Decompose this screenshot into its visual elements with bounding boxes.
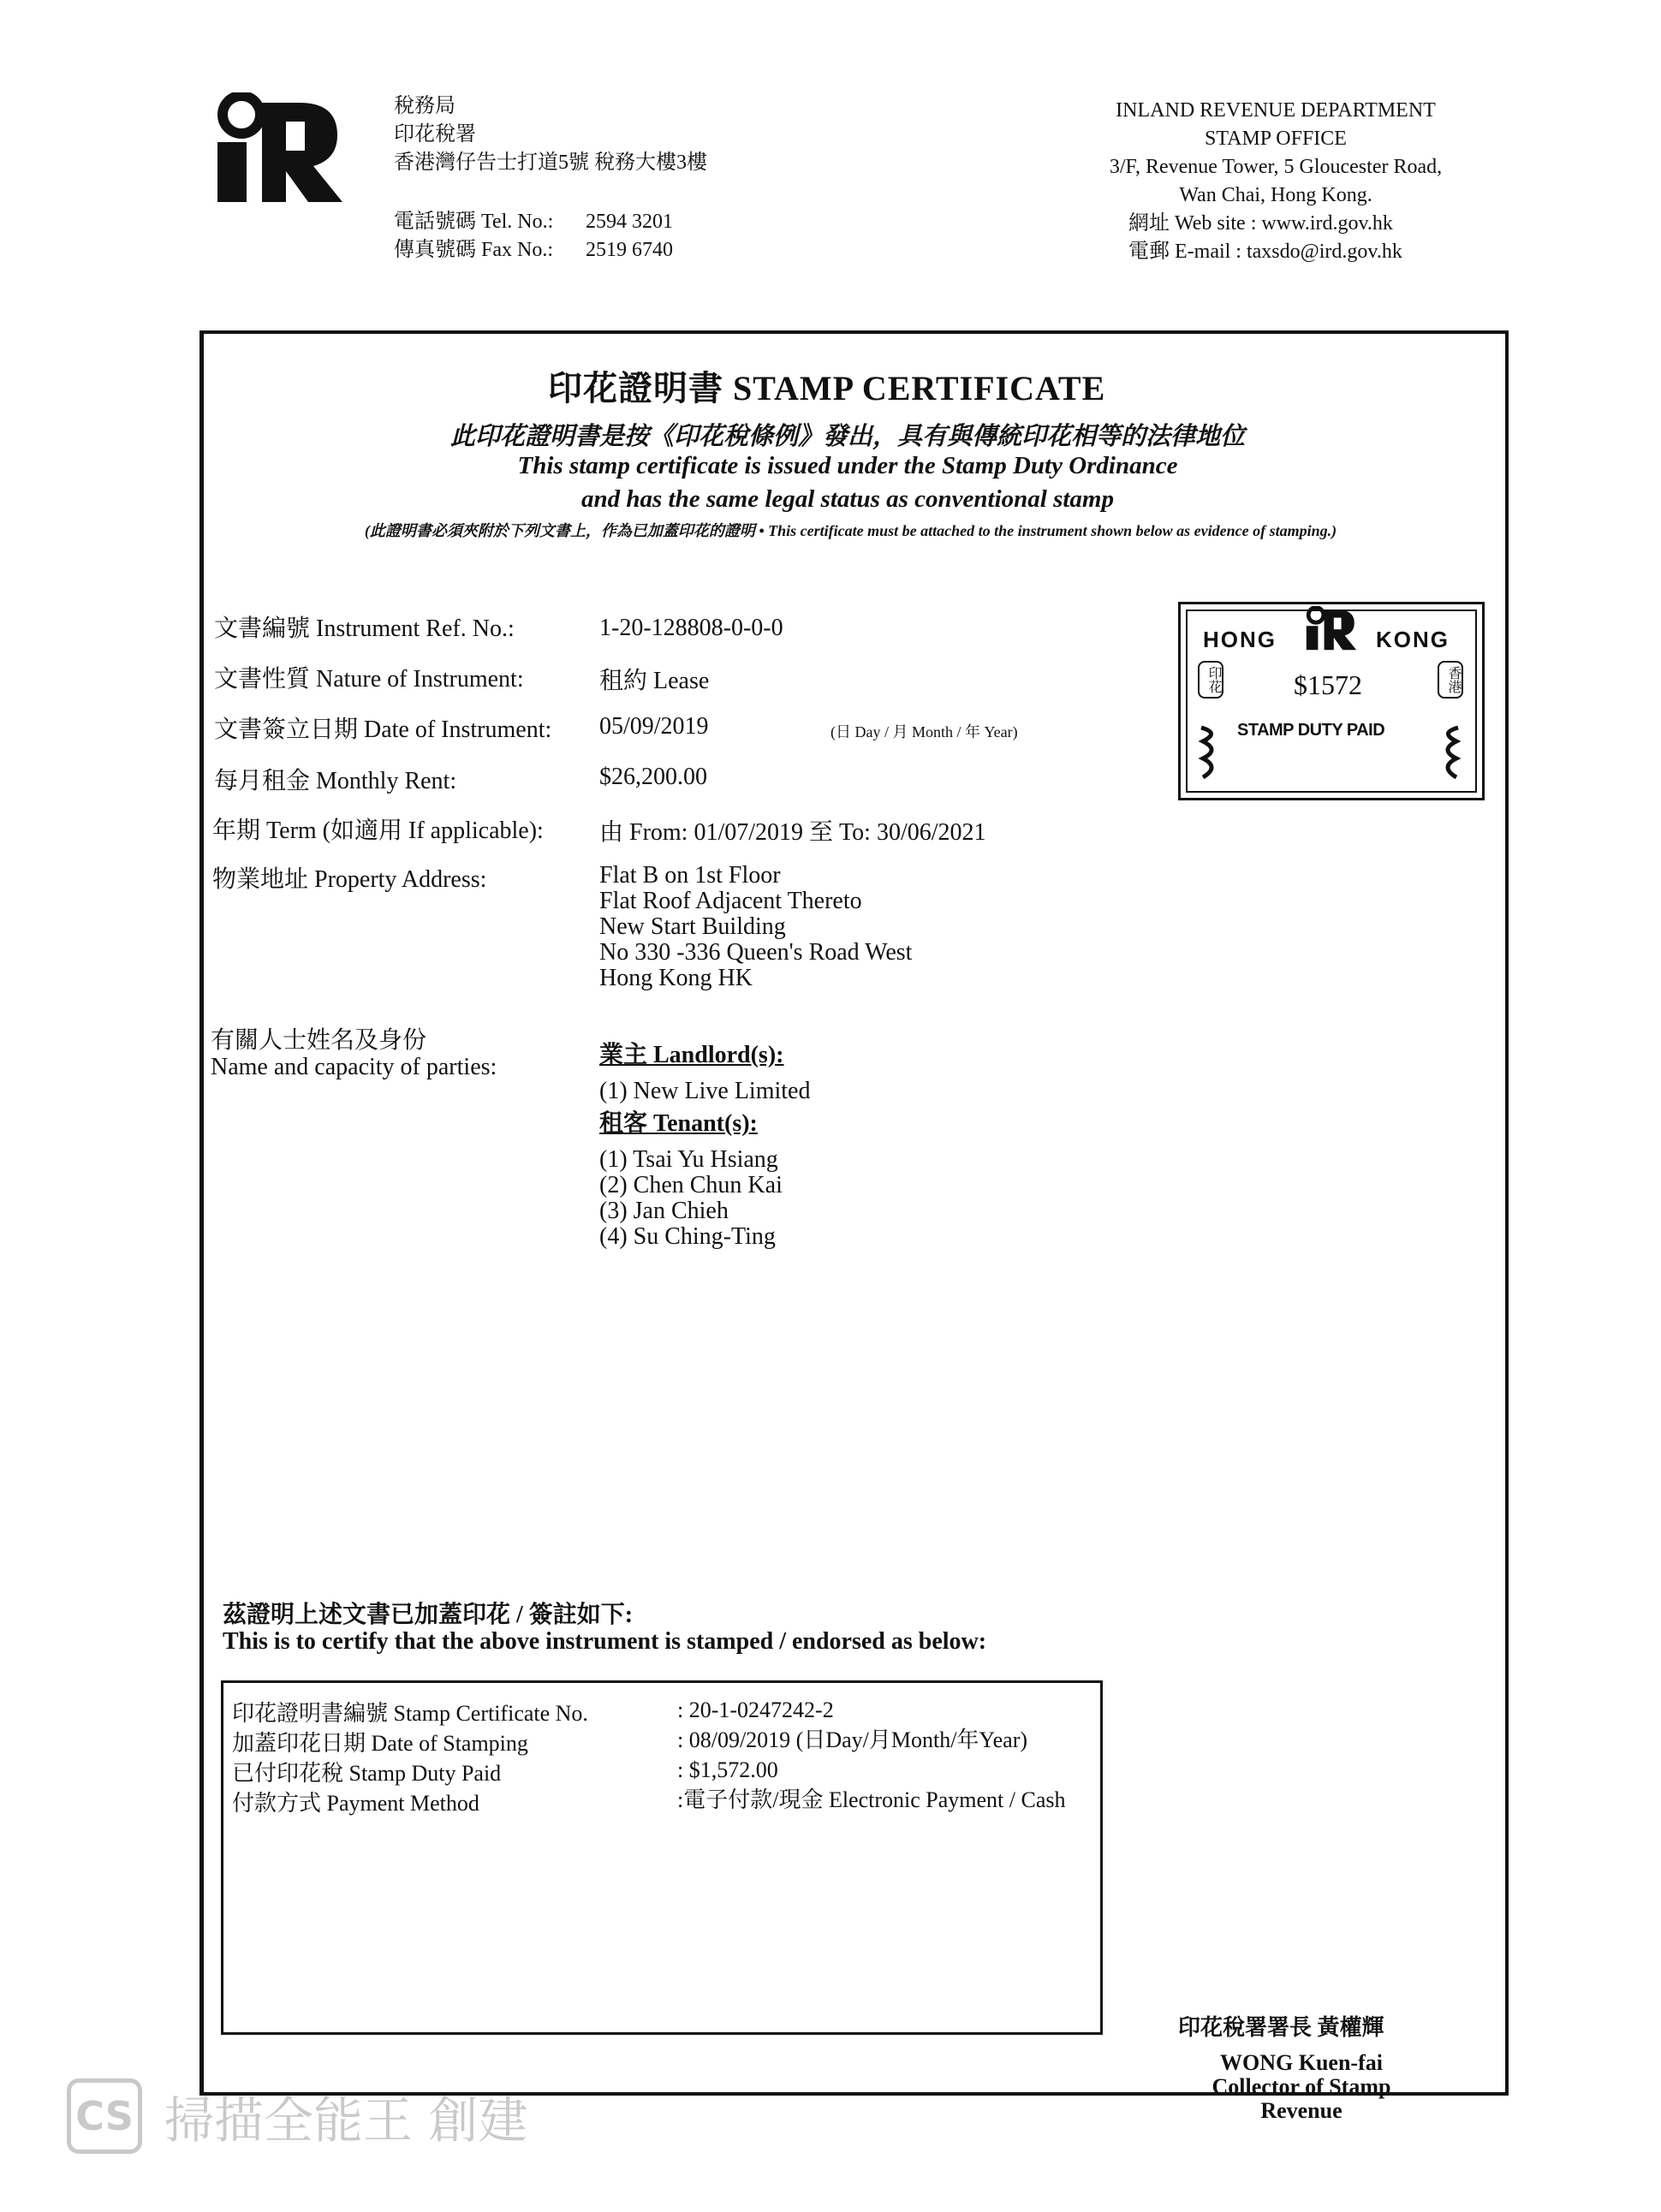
camscanner-logo-icon: CS: [67, 2078, 142, 2154]
date-of-stamping-label: 加蓋印花日期 Date of Stamping: [232, 1731, 528, 1756]
landlord-heading: 業主 Landlord(s):: [599, 1042, 784, 1068]
address-line: No 330 -336 Queen's Road West: [599, 939, 913, 966]
subtitle-en-1: This stamp certificate is issued under the Stamp Duty Ordinance: [517, 452, 1178, 479]
header-right-line: Wan Chai, Hong Kong.: [1179, 184, 1372, 206]
header-right-line: 3/F, Revenue Tower, 5 Gloucester Road,: [1109, 156, 1443, 178]
tel-label: 電話號碼 Tel. No.:: [394, 211, 554, 233]
header-right-line: STAMP OFFICE: [1205, 128, 1347, 150]
endorsement-heading-zh: 茲證明上述文書已加蓋印花 / 簽註如下:: [223, 1602, 634, 1628]
website-text: 網址 Web site : www.ird.gov.hk: [1128, 212, 1393, 235]
address-block: [599, 863, 912, 991]
address-line: Flat B on 1st Floor: [599, 862, 781, 889]
header-right-line: INLAND REVENUE DEPARTMENT: [1116, 99, 1436, 122]
stamp-cert-no-value: : 20-1-0247242-2: [677, 1698, 834, 1722]
parties-label-en: Name and capacity of parties:: [211, 1054, 497, 1080]
tenant-item: (1) Tsai Yu Hsiang: [599, 1146, 778, 1173]
email-text: 電郵 E-mail : taxsdo@ird.gov.hk: [1128, 241, 1402, 263]
parties-block: [599, 1043, 810, 1250]
stamp-duty-paid-value: : $1,572.00: [677, 1757, 778, 1782]
ref-label: 文書編號 Instrument Ref. No.:: [214, 615, 515, 642]
date-label: 文書簽立日期 Date of Instrument:: [214, 717, 552, 743]
tenant-item: (3) Jan Chieh: [599, 1198, 729, 1224]
header-left-line: 稅務局: [394, 95, 455, 117]
watermark-text: 掃描全能王 創建: [164, 2091, 528, 2150]
stamp-duty-paid-label: 已付印花稅 Stamp Duty Paid: [232, 1761, 502, 1786]
header-contact-left: [394, 208, 673, 265]
tel-value: 2594 3201: [586, 211, 673, 233]
payment-method-value: :電子付款/現金 Electronic Payment / Cash: [677, 1787, 1066, 1812]
scanner-watermark: [67, 2078, 527, 2154]
collector-title-zh: 印花稅署署長 黃權輝: [1178, 2015, 1384, 2040]
tenant-item: (2) Chen Chun Kai: [599, 1172, 783, 1198]
endorsement-heading-en: This is to certify that the above instrument is stamped / endorsed as below:: [223, 1628, 987, 1655]
address-line: New Start Building: [599, 913, 786, 940]
payment-method-label: 付款方式 Payment Method: [232, 1791, 479, 1816]
rent-label: 每月租金 Monthly Rent:: [214, 768, 457, 794]
certificate-title: 印花證明書 STAMP CERTIFICATE: [548, 369, 1106, 407]
address-label: 物業地址 Property Address:: [212, 866, 487, 893]
header-right-address: [1087, 97, 1464, 210]
parties-label-zh: 有關人士姓名及身份: [211, 1027, 427, 1054]
collector-name-en: WONG Kuen-fai: [1220, 2050, 1383, 2075]
subtitle-en-2: and has the same legal status as conventional stamp: [581, 485, 1114, 513]
endorsement-values: [677, 1695, 1066, 1815]
date-value: 05/09/2019: [599, 713, 709, 740]
attachment-note: (此證明書必須夾附於下列文書上，作為已加蓋印花的證明 • This certificate must be attached to the instrument shown below as evidence of stamping.): [364, 522, 1337, 539]
stamp-ird-logo: [1306, 606, 1357, 651]
stamp-duty-paid-box: [1178, 602, 1485, 800]
stamp-cert-no-label: 印花證明書編號 Stamp Certificate No.: [232, 1701, 588, 1726]
fax-value: 2519 6740: [586, 239, 673, 261]
term-value: 由 From: 01/07/2019 至 To: 30/06/2021: [599, 819, 986, 846]
endorsement-labels: [232, 1698, 588, 1818]
header-contact-right: [1128, 210, 1402, 266]
stamp-kong-word: KONG: [1376, 627, 1450, 652]
tenant-item: (4) Su Ching-Ting: [599, 1223, 776, 1250]
stamp-right-ornament-icon: [1436, 724, 1462, 781]
date-format-hint: (日 Day / 月 Month / 年 Year): [830, 723, 1018, 740]
stamp-right-seal: 香港: [1438, 661, 1463, 699]
ird-logo: [217, 92, 342, 204]
stamp-caption: STAMP DUTY PAID: [1237, 721, 1385, 740]
tenant-heading: 租客 Tenant(s):: [599, 1110, 758, 1137]
parties-label: [211, 1027, 497, 1080]
header-left-line: 香港灣仔告士打道5號 稅務大樓3樓: [394, 152, 707, 174]
header-left-address: [394, 92, 707, 177]
rent-value: $26,200.00: [599, 764, 707, 790]
term-label: 年期 Term (如適用 If applicable):: [212, 818, 544, 844]
collector-title-en: Collector of Stamp Revenue: [1212, 2074, 1391, 2123]
stamp-left-seal: 印花: [1198, 661, 1223, 699]
date-of-stamping-value: : 08/09/2019 (日Day/月Month/年Year): [677, 1727, 1028, 1752]
header-left-line: 印花稅署: [394, 123, 476, 146]
fax-label: 傳真號碼 Fax No.:: [394, 239, 553, 261]
nature-label: 文書性質 Nature of Instrument:: [214, 666, 524, 693]
stamp-hong-word: HONG: [1203, 627, 1277, 652]
subtitle-zh: 此印花證明書是按《印花稅條例》發出，具有與傳統印花相等的法律地位: [449, 423, 1245, 450]
stamp-left-ornament-icon: [1198, 724, 1223, 781]
landlord-item: (1) New Live Limited: [599, 1078, 811, 1104]
nature-value: 租約 Lease: [599, 668, 710, 694]
stamp-amount: $1572: [1294, 669, 1362, 700]
address-line: Flat Roof Adjacent Thereto: [599, 888, 862, 914]
collector-signature-block: [1173, 2051, 1430, 2123]
address-line: Hong Kong HK: [599, 965, 753, 991]
ref-value: 1-20-128808-0-0-0: [599, 615, 783, 641]
endorsement-box: [221, 1680, 1103, 2035]
